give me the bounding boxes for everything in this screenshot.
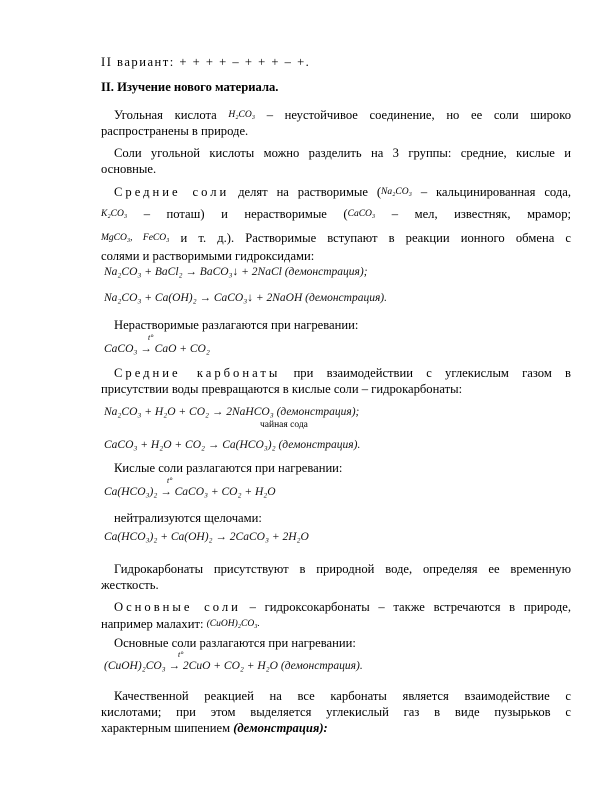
equation-3: CaCO₃ → CaO + CO₂ [104, 343, 210, 355]
heat-mark-eq6: t° [167, 476, 173, 485]
paragraph-hydrocarbonates-cont: жесткость. [101, 578, 159, 592]
paragraph-carbonic-acid: Угольная кислота H₂CO₃ – неустойчивое соединение, но ее соли широко [114, 108, 572, 122]
paragraph-acid-salts-decompose: Кислые соли разлагаются при нагревании: [114, 461, 343, 475]
baking-soda-note: чайная сода [260, 420, 308, 430]
paragraph-insoluble-decompose: Нерастворимые разлагаются при нагревании: [114, 318, 359, 332]
paragraph-salt-groups: Соли угольной кислоты можно разделить на 3 группы: средние, кислые и [114, 146, 571, 160]
paragraph-medium-salts-4: солями и растворимыми гидроксидами: [101, 249, 315, 263]
equation-2: Na₂CO₃ + Ca(OH)₂ → CaCO₃↓ + 2NaOH (демонстрация). [104, 292, 388, 304]
heat-mark-eq8: t° [178, 650, 184, 659]
paragraph-medium-salts-3: MgCO₃, FeCO₃ и т. д.). Растворимые вступают в реакции ионного обмена с [101, 231, 572, 245]
paragraph-medium-salts-1: Средние соли делят на растворимые (Na₂CO₃ – кальцинированная сода, [114, 185, 571, 199]
paragraph-qualitative-reaction: Качественной реакцией на все карбонаты является взаимодействие с [114, 689, 571, 703]
paragraph-medium-carbonates: Средние карбонаты при взаимодействии с углекислым газом в [114, 366, 571, 380]
paragraph-qualitative-reaction-3: характерным шипением (демонстрация): [101, 721, 328, 735]
paragraph-hydrocarbonates: Гидрокарбонаты присутствуют в природной воде, определяя ее временную [114, 562, 571, 576]
paragraph-basic-salts-cont: например малахит: (CuOH)₂CO₃. [101, 617, 260, 631]
paragraph-medium-salts-2: K₂CO₃ – поташ) и нерастворимые (CaCO₃ – мел, известняк, мрамор; [101, 207, 571, 221]
variant-answer-line: II вариант: + + + + – + + + – +. [101, 55, 311, 69]
section-title: II. Изучение нового материала. [101, 80, 279, 94]
paragraph-carbonic-acid-cont: распространены в природе. [101, 124, 249, 138]
equation-6: Ca(HCO₃)₂ → CaCO₃ + CO₂ + H₂O [104, 486, 276, 498]
paragraph-qualitative-reaction-2: кислотами; при этом выделяется углекислый газ в виде пузырьков с [101, 705, 571, 719]
heat-mark-eq3: t° [148, 333, 154, 342]
paragraph-medium-carbonates-cont: присутствии воды превращаются в кислые соли – гидрокарбонаты: [101, 382, 463, 396]
paragraph-basic-salts-decompose: Основные соли разлагаются при нагревании: [114, 636, 356, 650]
paragraph-salt-groups-cont: основные. [101, 162, 157, 176]
paragraph-neutralized: нейтрализуются щелочами: [114, 511, 262, 525]
equation-8: (CuOH)₂CO₃ → 2CuO + CO₂ + H₂O (демонстрация). [104, 660, 363, 672]
equation-5: CaCO₃ + H₂O + CO₂ → Ca(HCO₃)₂ (демонстрация). [104, 439, 361, 451]
equation-4: Na₂CO₃ + H₂O + CO₂ → 2NaHCO₃ (демонстрация); [104, 406, 360, 418]
equation-1: Na₂CO₃ + BaCl₂ → BaCO₃↓ + 2NaCl (демонстрация); [104, 266, 368, 278]
paragraph-basic-salts: Основные соли – гидроксокарбонаты – также встречаются в природе, [114, 600, 571, 614]
equation-7: Ca(HCO₃)₂ + Ca(OH)₂ → 2CaCO₃ + 2H₂O [104, 531, 309, 543]
